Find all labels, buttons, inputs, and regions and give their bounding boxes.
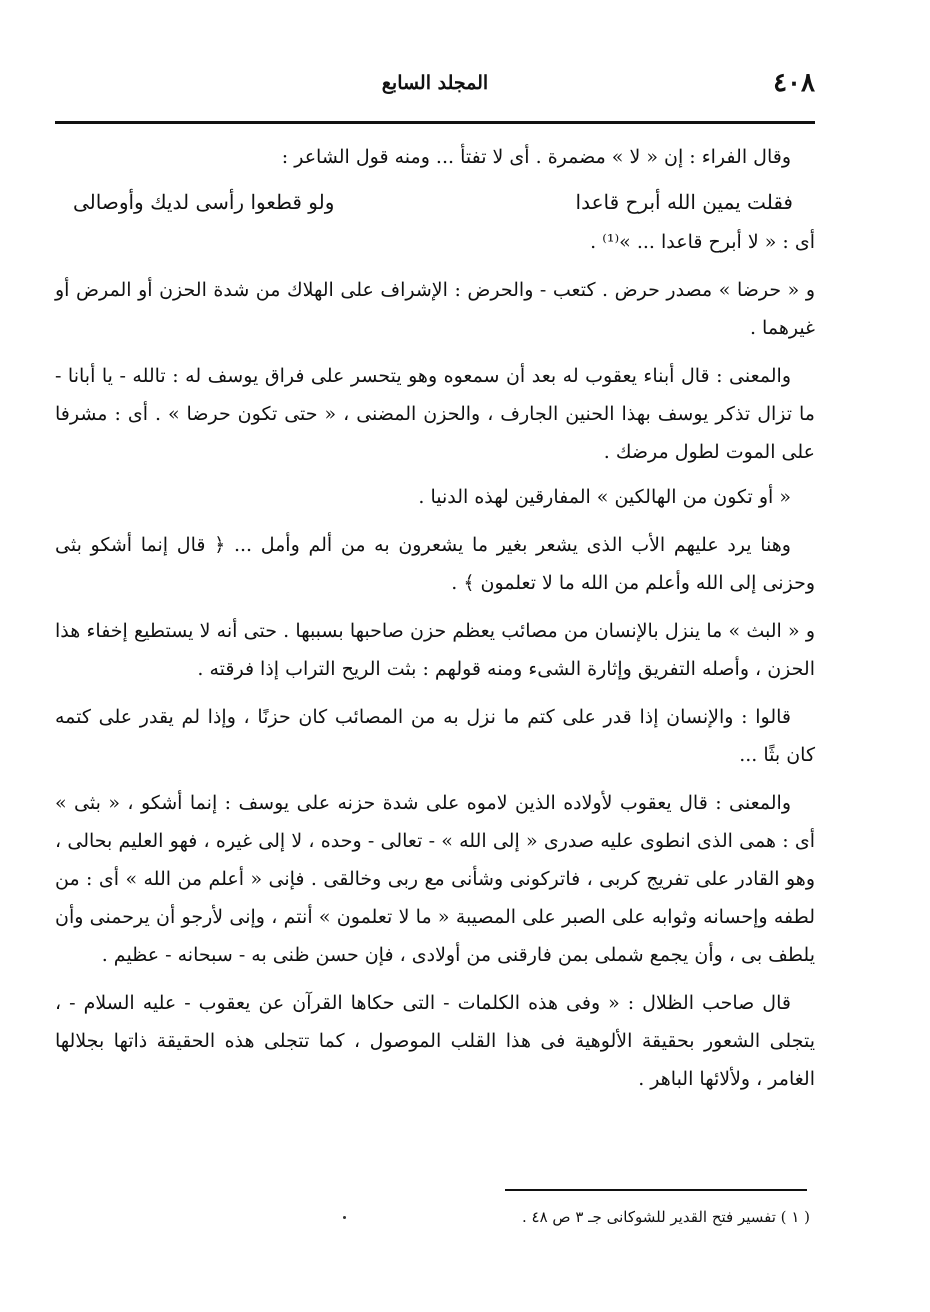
main-text [55, 138, 815, 1105]
paragraph-halikin: « أو تكون من الهالكين » المفارقين لهذه الدنيا . [418, 486, 791, 508]
paragraph-after-verse: أى : « لا أبرح قاعدا ... »⁽¹⁾ . [590, 231, 815, 253]
paragraph-meaning-1: والمعنى : قال أبناء يعقوب له بعد أن سمعوه وهو يتحسر على فراق يوسف له : تالله - يا أبانا - ما تزال تذكر يوسف بهذا الحنين الجارف ، والحزن المضنى ، « حتى تكون حرضا » . أى : مشرفا على الموت لطول مرضك . [55, 365, 815, 463]
footnote-rule [505, 1189, 807, 1191]
page-number: ٤٠٨ [773, 68, 815, 98]
paragraph-zilal: قال صاحب الظلال : « وفى هذه الكلمات - التى حكاها القرآن عن يعقوب - عليه السلام - ، يتجلى الشعور بحقيقة الألوهية فى هذا القلب الموصول ، كما تتجلى هذه الحقيقة ذاتها بجلالها الغامر ، ولألائها الباهر . [55, 992, 815, 1090]
header-rule [55, 121, 815, 124]
footnote: ( ١ ) تفسير فتح القدير للشوكانى جـ ٣ ص ٤٨ . [521, 1208, 810, 1226]
page-header [55, 66, 815, 106]
verse-first-hemistich: فقلت يمين الله أبرح قاعدا [575, 190, 793, 214]
volume-title: المجلد السابع [381, 72, 489, 94]
paragraph-farra: وقال الفراء : إن « لا » مضمرة . أى لا تفتأ ... ومنه قول الشاعر : [281, 146, 791, 168]
paragraph-father-reply: وهنا يرد عليهم الأب الذى يشعر بغير ما يشعرون به من ألم وأمل ... ﴿ قال إنما أشكو بثى وحزنى إلى الله وأعلم من الله ما لا تعلمون ﴾ . [55, 534, 815, 594]
paragraph-qalu: قالوا : والإنسان إذا قدر على كتم ما نزل به من المصائب كان حزنًا ، وإذا لم يقدر على كتمه كان بثًا ... [55, 706, 815, 766]
verse-second-hemistich: ولو قطعوا رأسى لديك وأوصالى [73, 190, 335, 214]
paragraph-harad: و « حرضا » مصدر حرض . كتعب - والحرض : الإشراف على الهلاك من شدة الحزن أو المرض أو غيرهما . [55, 279, 815, 339]
poetry-verse [55, 183, 815, 221]
paragraph-bath: و « البث » ما ينزل بالإنسان من مصائب يعظم حزن صاحبها بسببها . حتى أنه لا يستطيع إخفاء هذا الحزن ، وأصله التفريق وإثارة الشىء ومنه قولهم : بثت الريح التراب إذا فرقته . [55, 620, 815, 680]
paragraph-meaning-2: والمعنى : قال يعقوب لأولاده الذين لاموه على شدة حزنه على يوسف : إنما أشكو ، « بثى » أى : همى الذى انطوى عليه صدرى « إلى الله » - تعالى - وحده ، لا إلى غيره ، فهو العليم بحالى ، وهو القادر على تفريج كربى ، فاتركونى وشأنى مع ربى وخالقى . فإنى « أعلم من الله » أى : من لطفه وإحسانه وثوابه على الصبر على المصيبة « ما لا تعلمون » أنتم ، وإنى لأرجو أن يرحمنى وأن يلطف بى ، وأن يجمع شملى بمن فارقنى من أولادى ، فإن حسن ظنى به - سبحانه - عظيم . [55, 792, 815, 966]
